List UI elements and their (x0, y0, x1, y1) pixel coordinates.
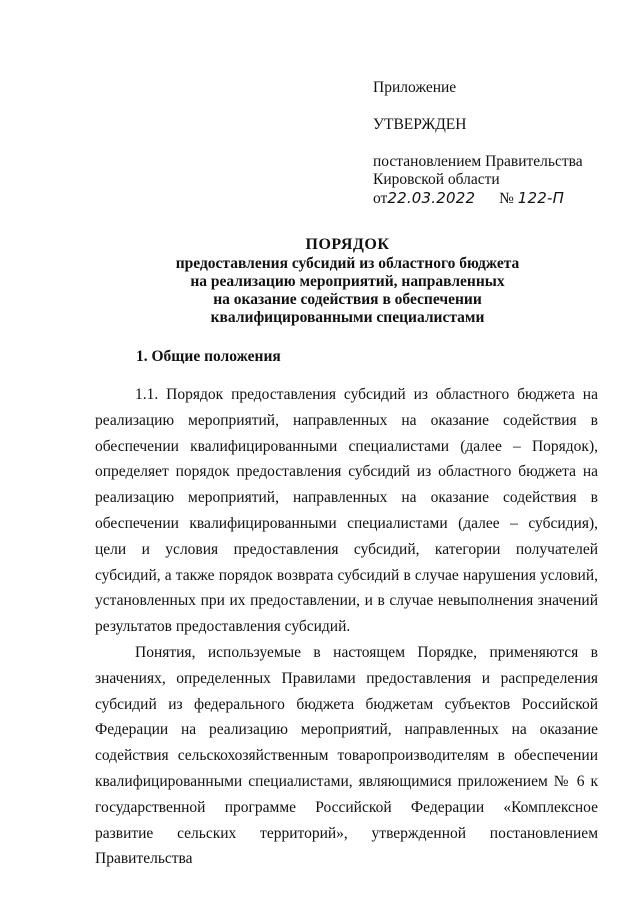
from-prefix: от (373, 190, 388, 207)
approved-label: УТВЕРЖДЕН (373, 116, 467, 133)
decree-line-1: постановлением Правительства (373, 153, 583, 170)
section-heading: 1. Общие положения (136, 348, 281, 365)
handwritten-date: 22.03.2022 (387, 189, 476, 207)
document-body (95, 382, 598, 872)
number-prefix: № (499, 190, 514, 207)
decree-line-2: Кировской области (373, 171, 500, 188)
decree-date-number-line (373, 189, 613, 208)
title-line-3: на оказание содействия в обеспечении (213, 291, 482, 308)
attachment-label: Приложение (373, 79, 457, 96)
title-line-4: квалифицированными специалистами (210, 309, 485, 326)
paragraph-definitions: Понятия, используемые в настоящем Порядке, применяются в значениях, определенных Правилами предоставления и распределения субсидий из федерального бюджета бюджетам субъектов Российской Федерации на реализацию мероприятий, направленных на оказание содействия сельскохозяйственным товаропроизводителям в обеспечении квалифицированными специалистами, являющимися приложением № 6 к государственной программе Российской Федерации «Комплексное развитие сельских территорий», утвержденной постановлением Правительства (95, 643, 598, 868)
document-title (40, 236, 640, 327)
paragraph-1-1: 1.1. Порядок предоставления субсидий из областного бюджета на реализацию мероприятий, направленных на оказание содействия в обеспечении квалифицированными специалистами (далее – Порядок), определяет порядок предоставления субсидий из областного бюджета на реализацию мероприятий, направленных на оказание содействия в обеспечении квалифицированными специалистами (далее – субсидия), цели и условия предоставления субсидий, категории получателей субсидий, а также порядок возврата субсидий в случае нарушения условий, установленных при их предоставлении, и в случае невыполнения значений результатов предоставления субсидий. (95, 386, 598, 636)
title-main: ПОРЯДОК (305, 236, 390, 253)
handwritten-number: 122-П (517, 189, 565, 207)
title-line-2: на реализацию мероприятий, направленных (190, 273, 505, 290)
approval-stamp-block (373, 79, 613, 208)
title-line-1: предоставления субсидий из областного бюджета (175, 255, 520, 272)
